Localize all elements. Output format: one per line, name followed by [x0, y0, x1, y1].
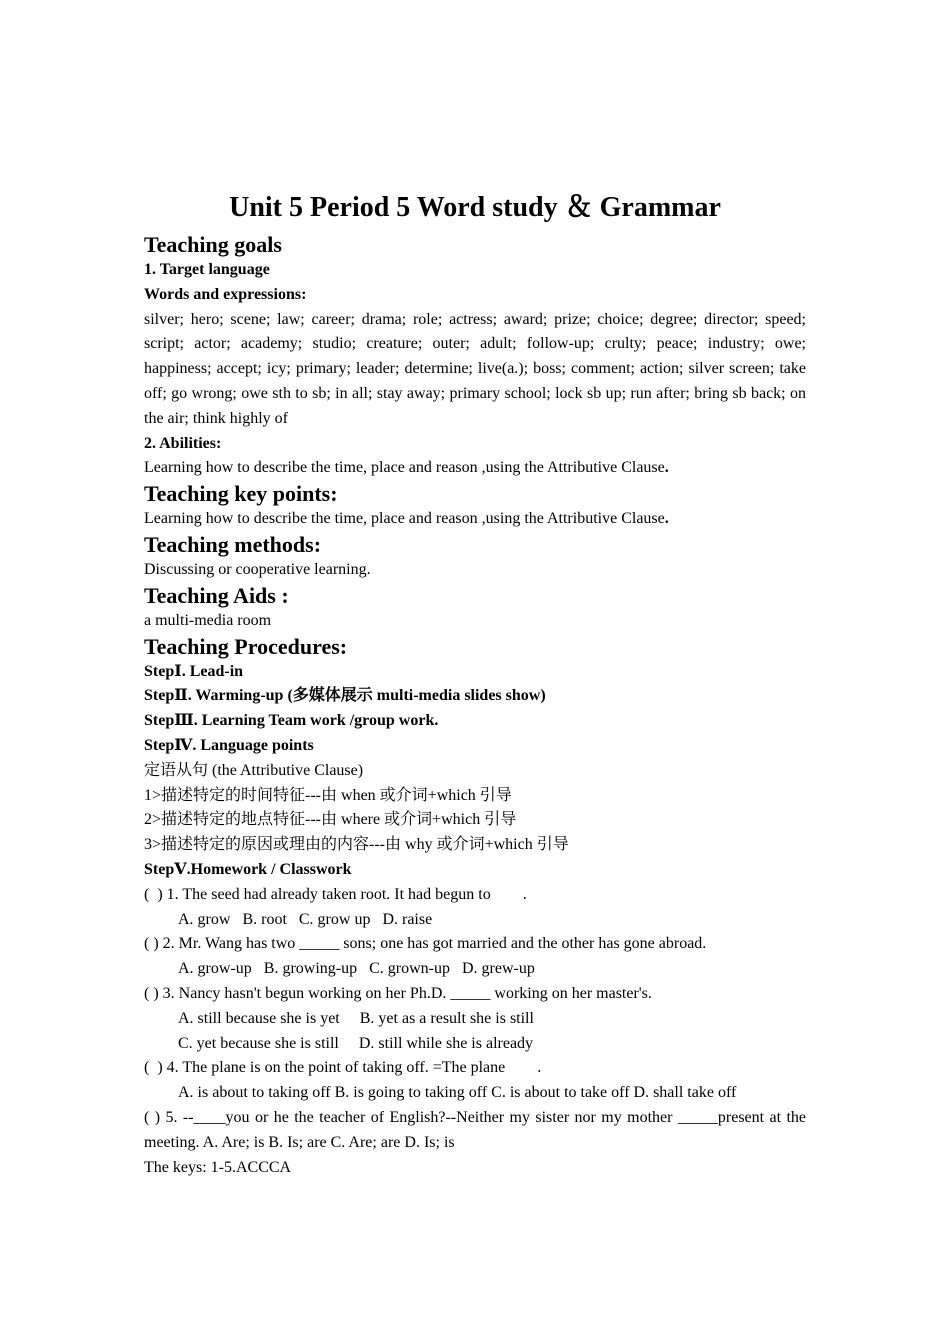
abilities-sentence: Learning how to describe the time, place and reason ,using the Attributive Clause [144, 459, 665, 477]
step-1: StepⅠ. Lead-in [144, 662, 244, 680]
step-4: StepⅣ. Language points [144, 736, 314, 754]
question-3: ( ) 3. Nancy hasn't begun working on her Ph.D. _____ working on her master's. [144, 984, 652, 1002]
question-2-options: A. grow-up B. growing-up C. grown-up D. grew-up [178, 960, 535, 978]
abilities-text [144, 456, 806, 481]
grammar-item: 2>描述特定的地点特征---由 where 或介词+which 引导 [144, 811, 517, 829]
question-4-options: A. is about to taking off B. is going to taking off C. is about to take off D. shall take off [178, 1084, 737, 1102]
aids-heading: Teaching Aids : [144, 582, 289, 608]
key-points-heading: Teaching key points: [144, 481, 338, 507]
question-3-options-cd: C. yet because she is still D. still while she is already [178, 1034, 534, 1052]
question-1: ( ) 1. The seed had already taken root. It had begun to . [144, 885, 527, 903]
question-3-options-ab: A. still because she is yet B. yet as a result she is still [178, 1009, 534, 1027]
procedures-heading: Teaching Procedures: [144, 633, 348, 659]
methods-heading: Teaching methods: [144, 531, 322, 557]
key-points-sentence: Learning how to describe the time, place and reason ,using the Attributive Clause [144, 510, 665, 528]
document-title: Unit 5 Period 5 Word study ＆ Grammar [229, 192, 721, 223]
question-5: ( ) 5. --____you or he the teacher of English?--Neither my sister nor my mother _____present at the meeting. A. Are; is B. Is; are C. Are; are D. Is; is [144, 1108, 806, 1151]
target-language-label: 1. Target language [144, 261, 270, 278]
grammar-item: 1>描述特定的时间特征---由 when 或介词+which 引导 [144, 786, 512, 804]
question-1-options: A. grow B. root C. grow up D. raise [178, 910, 433, 928]
question-4: ( ) 4. The plane is on the point of taking off. =The plane . [144, 1059, 542, 1077]
document-page [144, 190, 806, 1180]
step-3: StepⅢ. Learning Team work /group work. [144, 712, 439, 730]
step-2: StepⅡ. Warming-up (多媒体展示 multi-media slides show) [144, 687, 546, 705]
words-expressions-label: Words and expressions: [144, 285, 307, 303]
grammar-item: 3>描述特定的原因或理由的内容---由 why 或介词+which 引导 [144, 836, 569, 854]
abilities-label: 2. Abilities: [144, 434, 222, 452]
abilities-period: . [664, 459, 669, 477]
answer-keys: The keys: 1-5.ACCCA [144, 1158, 292, 1176]
key-points-text [144, 507, 806, 532]
grammar-title: 定语从句 (the Attributive Clause) [144, 761, 364, 779]
aids-text: a multi-media room [144, 611, 272, 629]
question-2: ( ) 2. Mr. Wang has two _____ sons; one has got married and the other has gone abroad. [144, 935, 707, 953]
key-points-period: . [664, 510, 669, 528]
words-expressions-text: silver; hero; scene; law; career; drama; role; actress; award; prize; choice; degree; director; speed; script; actor; academy; studio; creature; outer; adult; follow-up; crulty; peace; industry; owe; happiness; accept; icy; primary; leader; determine; live(a.); boss; comment; action; silver screen; take off; go wrong; owe sth to sb; in all; stay away; primary school; lock sb up; run after; bring sb back; on the air; think highly of [144, 310, 806, 427]
methods-text: Discussing or cooperative learning. [144, 560, 371, 578]
teaching-goals-heading: Teaching goals [144, 232, 282, 257]
step-5: StepⅤ.Homework / Classwork [144, 860, 352, 878]
